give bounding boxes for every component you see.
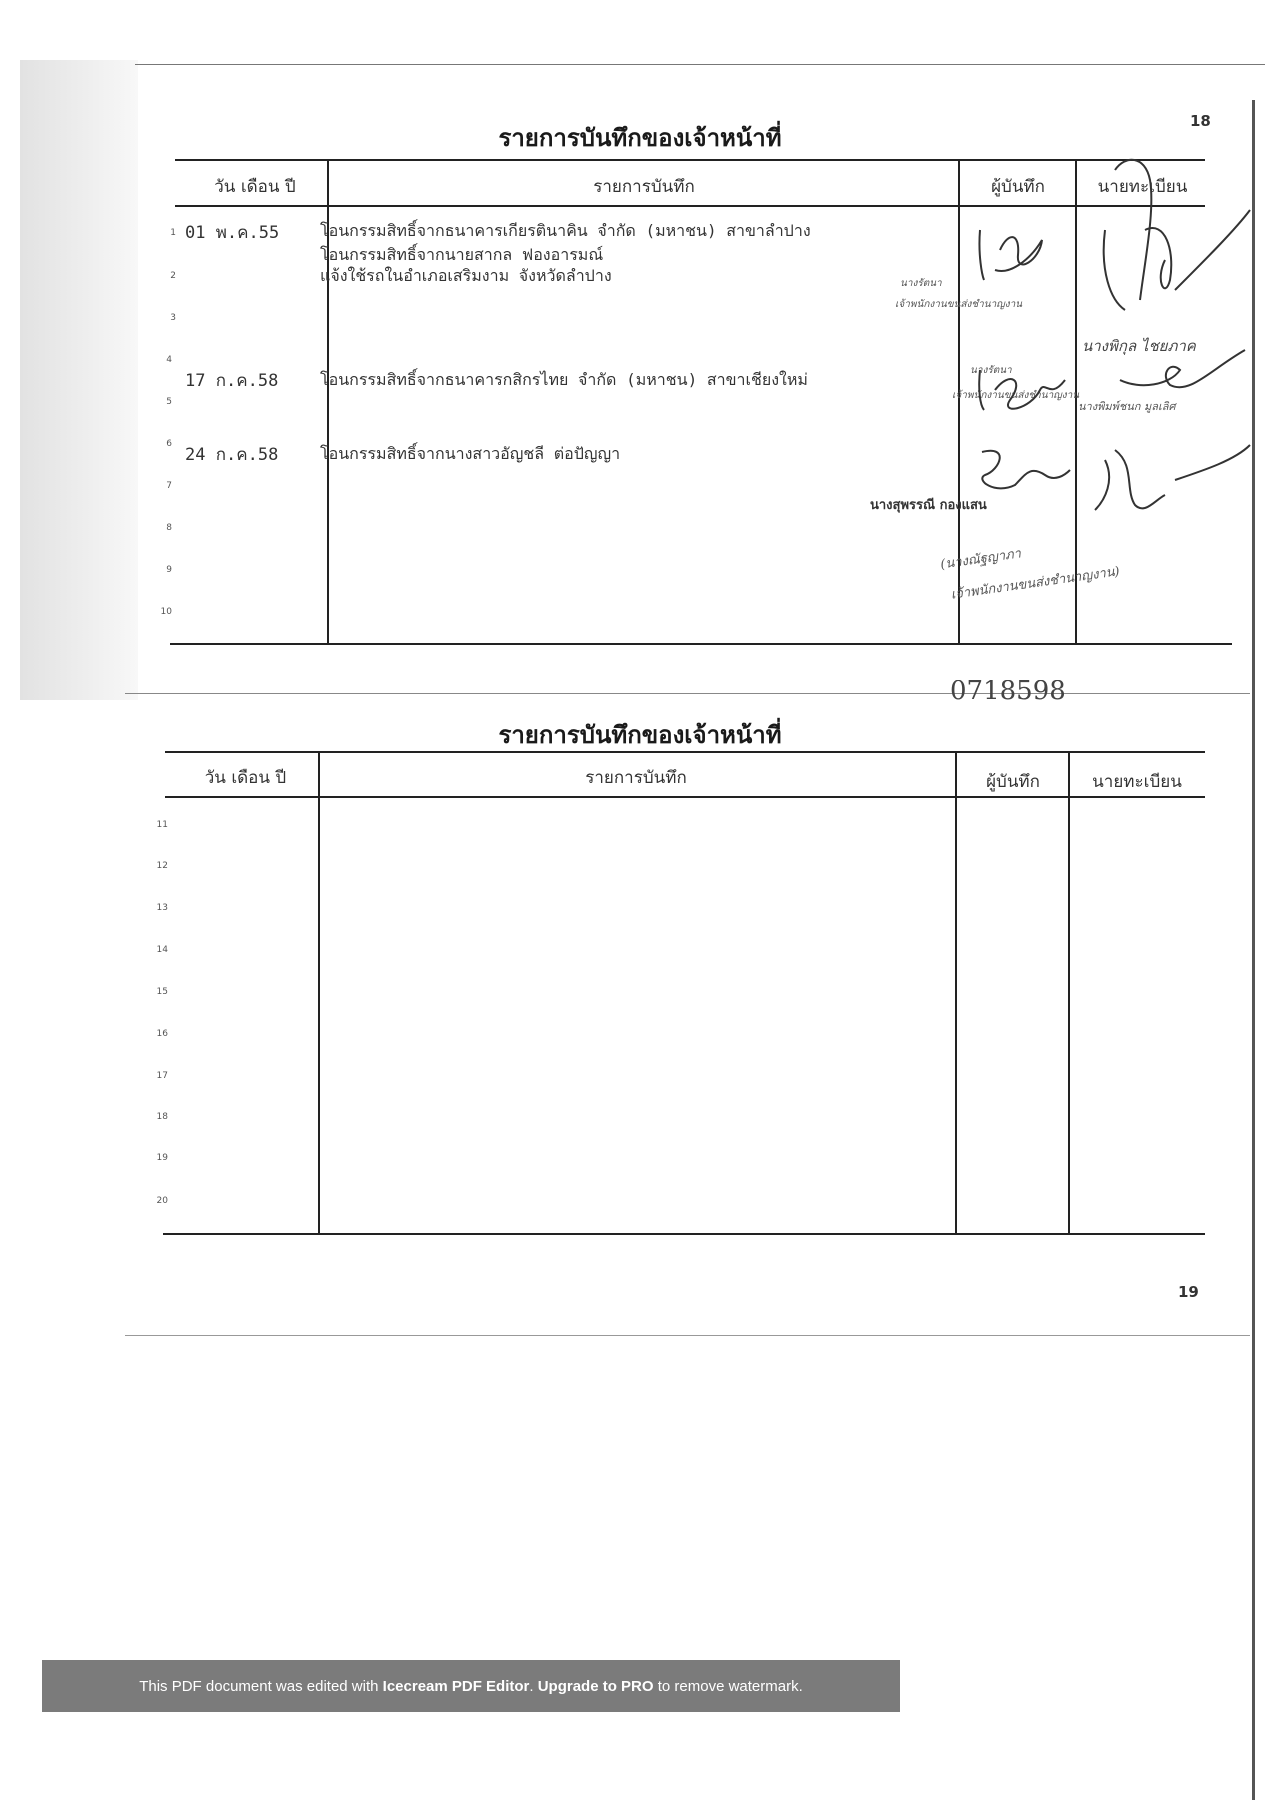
watermark-text: to remove watermark.: [653, 1677, 803, 1695]
page-bottom-edge: [125, 1335, 1250, 1336]
header-entry: รายการบันทึก: [593, 177, 695, 197]
header-recorder: ผู้บันทึก: [986, 772, 1040, 792]
row-number: 15: [156, 987, 168, 997]
watermark-banner[interactable]: [42, 1660, 900, 1712]
page-title: รายการบันทึกของเจ้าหน้าที่: [498, 720, 782, 749]
table-top-border: [165, 751, 1205, 753]
official-stamp: นางรัตนา: [970, 365, 1012, 376]
entry-line: โอนกรรมสิทธิ์จากนายสากล ฟองอารมณ์: [320, 245, 604, 264]
entry-line: แจ้งใช้รถในอำเภอเสริมงาม จังหวัดลำปาง: [320, 266, 612, 285]
watermark-upgrade-link[interactable]: Upgrade to PRO: [537, 1677, 654, 1695]
column-divider-recorder: [1068, 752, 1070, 1234]
row-number: 2: [170, 271, 176, 281]
row-number: 9: [166, 565, 172, 575]
official-stamp: (นางณัฐญาภา: [939, 546, 1022, 573]
official-stamp: เจ้าพนักงานขนส่งชำนาญงาน: [895, 299, 1023, 310]
page-number: 19: [1178, 1283, 1199, 1301]
entry-line: โอนกรรมสิทธิ์จากธนาคารกสิกรไทย จำกัด (มหาชน) สาขาเชียงใหม่: [320, 370, 808, 389]
header-recorder: ผู้บันทึก: [991, 177, 1045, 197]
row-number: 6: [166, 439, 172, 449]
official-stamp: เจ้าพนักงานขนส่งชำนาญงาน): [949, 564, 1121, 603]
header-date: วัน เดือน ปี: [214, 177, 296, 197]
row-number: 10: [160, 607, 172, 617]
row-number: 19: [156, 1153, 168, 1163]
page-number: 18: [1190, 112, 1211, 130]
header-registrar: นายทะเบียน: [1097, 177, 1188, 197]
row-number: 12: [156, 861, 168, 871]
page-title: รายการบันทึกของเจ้าหน้าที่: [498, 123, 782, 152]
row-number: 13: [156, 903, 168, 913]
watermark-product-name: Icecream PDF Editor: [382, 1677, 530, 1695]
row-number: 18: [156, 1112, 168, 1122]
row-number: 7: [166, 481, 172, 491]
entry-date: 17 ก.ค.58: [185, 371, 279, 391]
cut-off-number: 0718598: [950, 680, 1066, 702]
row-number: 11: [156, 820, 168, 830]
watermark-text: .: [529, 1677, 538, 1695]
header-bottom-border: [165, 796, 1205, 798]
row-number: 4: [166, 355, 172, 365]
entry-line: โอนกรรมสิทธิ์จากธนาคารเกียรตินาคิน จำกัด (มหาชน) สาขาลำปาง: [320, 221, 811, 240]
official-stamp: นางสุพรรณี กองแสน: [870, 498, 987, 513]
official-stamp: เจ้าพนักงานขนส่งชำนาญงาน: [952, 390, 1080, 401]
header-registrar: นายทะเบียน: [1092, 772, 1182, 792]
watermark-text: This PDF document was edited with: [139, 1677, 383, 1695]
column-divider-entry: [955, 752, 957, 1234]
header-entry: รายการบันทึก: [585, 768, 687, 788]
row-number: 3: [170, 313, 176, 323]
row-number: 8: [166, 523, 172, 533]
row-number: 17: [156, 1071, 168, 1081]
entry-date: 01 พ.ค.55: [185, 223, 280, 243]
entry-line: โอนกรรมสิทธิ์จากนางสาวอัญชลี ต่อปัญญา: [320, 444, 621, 463]
official-stamp: นางรัตนา: [900, 278, 942, 289]
page-fold-line: [125, 693, 1250, 694]
row-number: 16: [156, 1029, 168, 1039]
row-number: 20: [156, 1196, 168, 1206]
row-number: 5: [166, 397, 172, 407]
row-number: 14: [156, 945, 168, 955]
column-divider-date: [318, 752, 320, 1234]
header-date: วัน เดือน ปี: [204, 768, 287, 788]
entry-date: 24 ก.ค.58: [185, 445, 279, 465]
row-number: 1: [170, 228, 176, 238]
official-stamp: นางพิกุล ไชยภาค: [1082, 337, 1196, 355]
official-stamp: นางพิมพ์ชนก มูลเลิศ: [1078, 400, 1176, 413]
